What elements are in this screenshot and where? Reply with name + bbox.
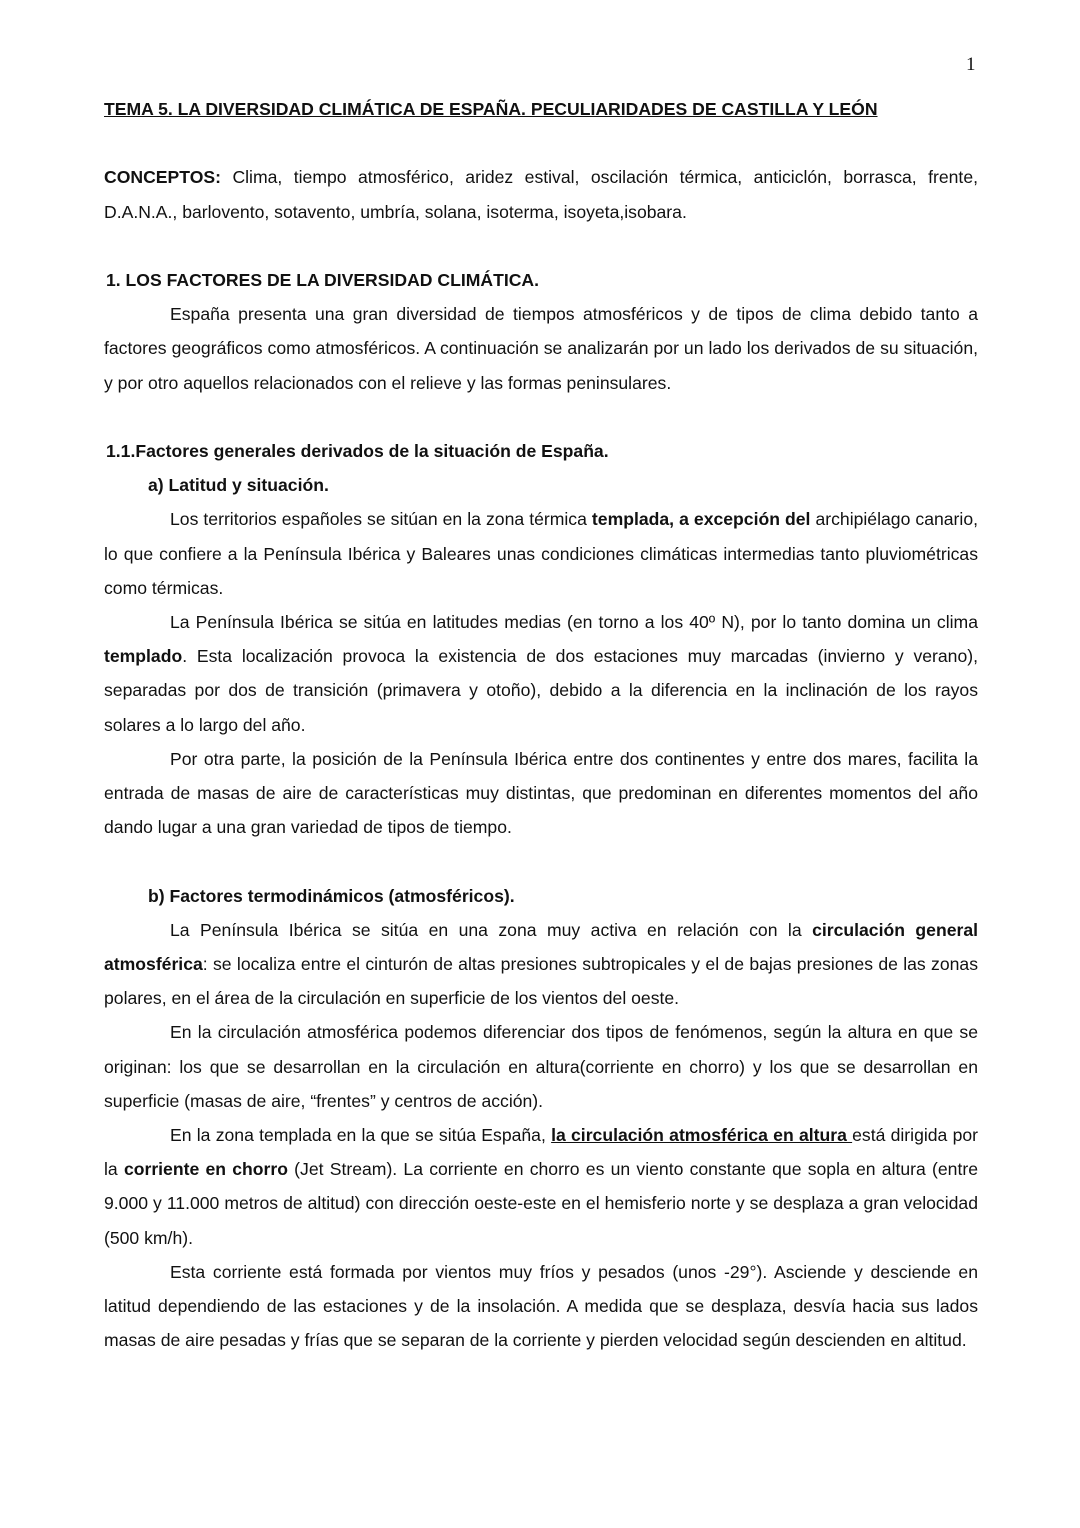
subsection-a-paragraph-2 [104, 605, 978, 742]
concepts-text: Clima, tiempo atmosférico, aridez estival, oscilación térmica, anticiclón, borrasca, frente, D.A.N.A., barlovento, sotavento, umbría, solana, isoterma, isoyeta,isobara. [104, 167, 978, 222]
text-run: La Península Ibérica se sitúa en latitudes medias (en torno a los 40º N), por lo tanto domina un clima [170, 612, 978, 632]
subsection-b-paragraph-1 [104, 913, 978, 1016]
concepts-label: CONCEPTOS: [104, 167, 221, 188]
spacer [104, 400, 978, 434]
document-body [104, 92, 978, 1357]
concepts-paragraph [104, 160, 978, 228]
spacer [104, 229, 978, 263]
section-1-heading: 1. LOS FACTORES DE LA DIVERSIDAD CLIMÁTICA. [106, 269, 540, 290]
subsection-a-paragraph-1 [104, 502, 978, 605]
page-number: 1 [966, 54, 976, 75]
document-title: TEMA 5. LA DIVERSIDAD CLIMÁTICA DE ESPAÑA. PECULIARIDADES DE CASTILLA Y LEÓN [104, 99, 878, 119]
text-run: (Jet Stream). La corriente en chorro es un viento constante que sopla en altura (entre 9.000 y 11.000 metros de altitud) con dirección oeste-este en el hemisferio norte y se desplaza a gran velocidad (500 km/h). [104, 1159, 978, 1248]
text-run: archipiélago canario, lo que confiere a la Península Ibérica y Baleares unas condiciones climáticas intermedias tanto pluviométricas como térmicas. [104, 509, 978, 598]
subsection-b-paragraph-3 [104, 1118, 978, 1255]
section-1-intro: España presenta una gran diversidad de tiempos atmosféricos y de tipos de clima debido tanto a factores geográficos como atmosféricos. A continuación se analizarán por un lado los derivados de su situación, y por otro aquellos relacionados con el relieve y las formas peninsulares. [104, 304, 978, 393]
text-run: La Península Ibérica se sitúa en una zona muy activa en relación con la [170, 919, 813, 940]
bold-run: circulación general atmosférica [104, 919, 978, 975]
text-run: Los territorios españoles se sitúan en la zona térmica [170, 509, 592, 530]
subsection-b-paragraph-2: En la circulación atmosférica podemos diferenciar dos tipos de fenómenos, según la altura en que se originan: los que se desarrollan en la circulación en altura(corriente en chorro) y los que se desarrollan en superficie (masas de aire, “frentes” y centros de acción). [104, 1022, 978, 1111]
section-1-1-heading: 1.1.Factores generales derivados de la situación de España. [106, 440, 609, 461]
subsection-a-paragraph-3: Por otra parte, la posición de la Península Ibérica entre dos continentes y entre dos mares, facilita la entrada de masas de aire de características muy distintas, que predominan en diferentes momentos del año dando lugar a una gran variedad de tipos de tiempo. [104, 748, 978, 838]
text-run: : se localiza entre el cinturón de altas presiones subtropicales y el de bajas presiones de las zonas polares, en el área de la circulación en superficie de los vientos del oeste. [104, 954, 978, 1009]
bold-run: templado [104, 646, 183, 667]
text-run: . Esta localización provoca la existencia de dos estaciones muy marcadas (invierno y verano), separadas por dos de transición (primavera y otoño), debido a la diferencia en la inclinación de los rayos solares a lo largo del año. [104, 646, 978, 735]
text-run: está dirigida por la [104, 1125, 979, 1180]
bold-underline-run: la circulación atmosférica en altura [551, 1125, 853, 1146]
subsection-a-heading: a) Latitud y situación. [148, 475, 329, 496]
spacer [104, 126, 978, 160]
subsection-b-heading: b) Factores termodinámicos (atmosféricos). [148, 885, 515, 906]
bold-run: templada, a excepción del [591, 509, 811, 530]
subsection-b-paragraph-4: Esta corriente está formada por vientos muy fríos y pesados (unos -29°). Asciende y desciende en latitud dependiendo de las estaciones y de la insolación. A medida que se desplaza, desvía hacia sus lados masas de aire pesadas y frías que se separan de la corriente y pierden velocidad según descienden en altitud. [104, 1261, 978, 1351]
text-run: En la zona templada en la que se sitúa España, [170, 1125, 552, 1146]
spacer [104, 844, 978, 878]
bold-run: corriente en chorro [123, 1159, 288, 1180]
